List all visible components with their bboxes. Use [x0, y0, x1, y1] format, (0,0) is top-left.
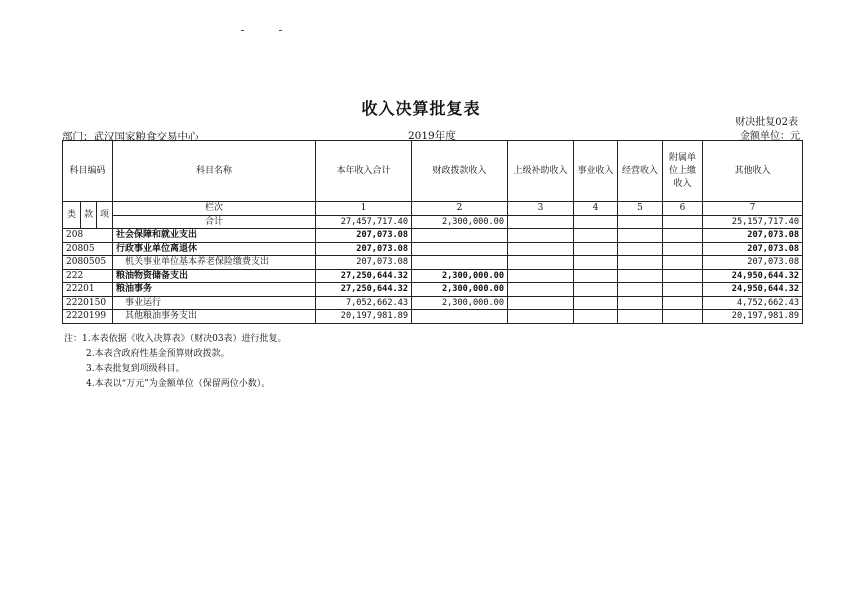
header-total: 本年收入合计: [316, 141, 412, 202]
row-index-label: 栏次: [113, 202, 316, 216]
row-total: 207,073.08: [316, 229, 412, 243]
table-row: [63, 242, 803, 256]
row-code: 2220150: [63, 296, 113, 310]
row-other: 207,073.08: [703, 256, 803, 270]
footnote: 4.本表以“万元”为金额单位（保留两位小数）。: [86, 379, 271, 389]
header-subject-code: 科目编码: [63, 141, 113, 202]
col-index: 6: [663, 202, 703, 216]
row-total: 207,073.08: [316, 256, 412, 270]
row-code: 2080505: [63, 256, 113, 270]
row-total: 207,073.08: [316, 242, 412, 256]
col-index: 7: [703, 202, 803, 216]
row-name: 粮油物资储备支出: [113, 269, 316, 283]
table-row: [63, 283, 803, 297]
total-row: [63, 215, 803, 229]
header-affiliated: 附属单位上缴收入: [663, 141, 703, 202]
amount-unit: 金额单位：元: [740, 131, 800, 142]
row-code: 222: [63, 269, 113, 283]
row-name: 其他粮油事务支出: [113, 310, 316, 324]
row-name: 事业运行: [113, 296, 316, 310]
total-total: 27,457,717.40: [316, 215, 412, 229]
table-header-row: [63, 141, 803, 202]
footnotes: [64, 332, 287, 392]
table-row: [63, 256, 803, 270]
row-name: 粮油事务: [113, 283, 316, 297]
header-item: 项: [97, 202, 113, 229]
department-label: 部门：武汉国家粮食交易中心: [62, 131, 199, 143]
row-total: 27,250,644.32: [316, 269, 412, 283]
row-name: 行政事业单位离退休: [113, 242, 316, 256]
row-code: 2220199: [63, 310, 113, 324]
row-fiscal: [412, 256, 508, 270]
page-title: 收入决算批复表: [361, 99, 481, 118]
row-fiscal: [412, 242, 508, 256]
row-fiscal: 2,300,000.00: [412, 296, 508, 310]
total-fiscal: 2,300,000.00: [412, 215, 508, 229]
row-other: 24,950,644.32: [703, 283, 803, 297]
header-fiscal: 财政拨款收入: [412, 141, 508, 202]
scan-speck: [241, 30, 244, 31]
row-other: 20,197,981.89: [703, 310, 803, 324]
total-other: 25,157,717.40: [703, 215, 803, 229]
row-other: 4,752,662.43: [703, 296, 803, 310]
table-row: [63, 310, 803, 324]
col-index: 4: [574, 202, 618, 216]
table-row: [63, 296, 803, 310]
total-label: 合计: [113, 215, 316, 229]
table-row: [63, 229, 803, 243]
row-code: 20805: [63, 242, 113, 256]
header-business: 事业收入: [574, 141, 618, 202]
footnote: 3.本表批复到项级科目。: [86, 364, 185, 374]
column-index-row: [63, 202, 803, 216]
row-fiscal: 2,300,000.00: [412, 283, 508, 297]
footnote: 2.本表含政府性基金预算财政拨款。: [86, 349, 230, 359]
col-index: 5: [618, 202, 663, 216]
row-other: 207,073.08: [703, 229, 803, 243]
row-other: 24,950,644.32: [703, 269, 803, 283]
form-number: 财决批复02表: [735, 117, 798, 128]
row-fiscal: 2,300,000.00: [412, 269, 508, 283]
row-other: 207,073.08: [703, 242, 803, 256]
row-name: 社会保障和就业支出: [113, 229, 316, 243]
row-code: 22201: [63, 283, 113, 297]
fiscal-year: 2019年度: [408, 130, 456, 142]
header-operating: 经营收入: [618, 141, 663, 202]
header-subject-name: 科目名称: [113, 141, 316, 202]
income-table: [62, 140, 803, 324]
scan-speck: [279, 30, 282, 31]
col-index: 1: [316, 202, 412, 216]
table-row: [63, 269, 803, 283]
col-index: 2: [412, 202, 508, 216]
row-total: 27,250,644.32: [316, 283, 412, 297]
footnote: 注：1.本表依据《收入决算表》（财决03表）进行批复。: [64, 334, 287, 344]
header-section: 款: [81, 202, 97, 229]
header-class: 类: [63, 202, 81, 229]
header-other: 其他收入: [703, 141, 803, 202]
row-fiscal: [412, 310, 508, 324]
row-name: 机关事业单位基本养老保险缴费支出: [113, 256, 316, 270]
row-code: 208: [63, 229, 113, 243]
header-upper: 上级补助收入: [508, 141, 574, 202]
row-fiscal: [412, 229, 508, 243]
row-total: 20,197,981.89: [316, 310, 412, 324]
col-index: 3: [508, 202, 574, 216]
row-total: 7,052,662.43: [316, 296, 412, 310]
